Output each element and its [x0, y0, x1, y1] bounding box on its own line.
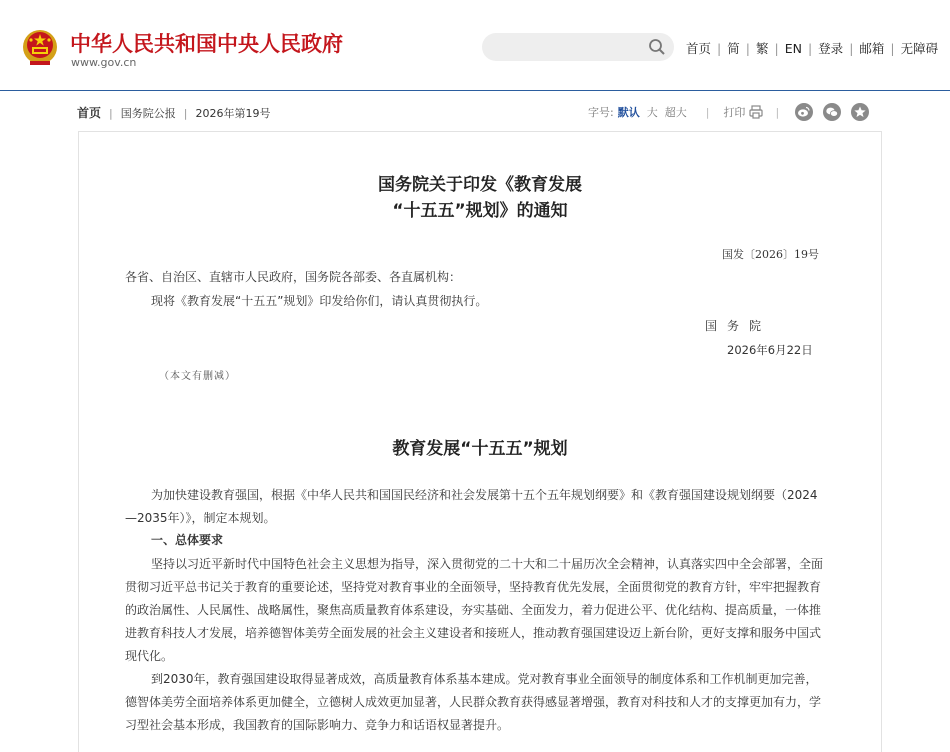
toolbar-separator: | — [705, 105, 710, 119]
favorite-icon[interactable] — [851, 103, 869, 121]
weibo-icon[interactable] — [795, 103, 813, 121]
nav-separator: | — [717, 41, 722, 56]
toolbar-separator: | — [775, 105, 780, 119]
article-title-line1: 国务院关于印发《教育发展 — [378, 175, 582, 195]
notice-text: 现将《教育发展“十五五”规划》印发给你们，请认真贯彻执行。 — [151, 294, 488, 308]
breadcrumb-separator: | — [183, 107, 188, 120]
search-icon[interactable] — [648, 38, 666, 56]
section-heading: 一、总体要求 — [151, 533, 224, 547]
nav-separator: | — [774, 41, 779, 56]
site-header — [0, 0, 950, 91]
nav-simplified[interactable]: 简 — [727, 41, 740, 56]
recipients: 各省、自治区、直辖市人民政府，国务院各部委、各直属机构： — [125, 270, 462, 284]
nav-mailbox[interactable]: 邮箱 — [859, 41, 885, 56]
signer: 国务院 — [705, 319, 772, 333]
font-size-label: 字号: — [588, 106, 614, 119]
wechat-icon[interactable] — [823, 103, 841, 121]
font-size-default[interactable]: 默认 — [617, 106, 640, 119]
breadcrumb-bar — [0, 91, 950, 131]
print-label[interactable]: 打印 — [723, 106, 746, 119]
font-size-large[interactable]: 大 — [646, 106, 658, 119]
plan-title: 教育发展“十五五”规划 — [392, 439, 568, 459]
search-box — [482, 33, 674, 61]
breadcrumb-separator: | — [109, 107, 113, 120]
nav-separator: | — [890, 41, 895, 56]
nav-english[interactable]: EN — [784, 41, 802, 56]
font-size-xlarge[interactable]: 超大 — [664, 106, 687, 119]
nav-separator: | — [807, 41, 813, 56]
article-title-line2: “十五五”规划》的通知 — [392, 201, 568, 221]
document-number: 国发〔2026〕19号 — [722, 248, 819, 261]
top-navigation — [686, 39, 938, 57]
nav-separator: | — [745, 41, 750, 56]
nav-accessibility[interactable]: 无障碍 — [900, 41, 939, 56]
search-input[interactable] — [494, 38, 648, 58]
nav-login[interactable]: 登录 — [818, 41, 844, 56]
site-url[interactable]: www.gov.cn — [71, 56, 137, 69]
breadcrumb-issue[interactable]: 2026年第19号 — [195, 107, 271, 120]
section-paragraph: 到2030年，教育强国建设取得显著成效，高质量教育体系基本建成。党对教育事业全面领导的制度体系和工作机制更加完善，德智体美劳全面培养体系更加健全，立德树人成效更加显著，人民群众教育获得感显著增强，教育对科技和人才的支撑更加有力，学习型社会基本形成，我国教育的国际影响力、竞争力和话语权显著提升。 — [125, 672, 822, 732]
issue-date: 2026年6月22日 — [727, 343, 813, 357]
breadcrumb-section[interactable]: 国务院公报 — [120, 107, 176, 120]
nav-traditional[interactable]: 繁 — [755, 41, 769, 56]
article-content — [78, 131, 882, 752]
nav-home[interactable]: 首页 — [686, 41, 712, 56]
breadcrumb — [77, 104, 270, 121]
nav-separator: | — [849, 41, 854, 56]
breadcrumb-home[interactable]: 首页 — [77, 106, 102, 120]
national-emblem-icon[interactable] — [20, 28, 60, 68]
site-title[interactable]: 中华人民共和国中央人民政府 — [70, 32, 343, 56]
abridged-note: （本文有删减） — [159, 371, 236, 382]
printer-icon[interactable] — [749, 105, 763, 119]
article-toolbar — [588, 103, 869, 121]
plan-intro: 为加快建设教育强国，根据《中华人民共和国国民经济和社会发展第十五个五年规划纲要》和《教育强国建设规划纲要（2024—2035年）》，制定本规划。 — [125, 488, 818, 525]
section-paragraph: 坚持以习近平新时代中国特色社会主义思想为指导，深入贯彻党的二十大和二十届历次全会精神，认真落实四中全会部署，全面贯彻习近平总书记关于教育的重要论述，坚持党对教育事业的全面领导，坚持教育优先发展，全面贯彻党的教育方针，牢牢把握教育的政治属性、人民属性、战略属性，聚焦高质量教育体系建设，夯实基础、全面发力，着力促进公平、优化结构、提高质量，一体推进教育科技人才发展，培养德智体美劳全面发展的社会主义建设者和接班人，推动教育强国建设迈上新台阶，更好支撑和服务中国式现代化。 — [125, 557, 824, 663]
